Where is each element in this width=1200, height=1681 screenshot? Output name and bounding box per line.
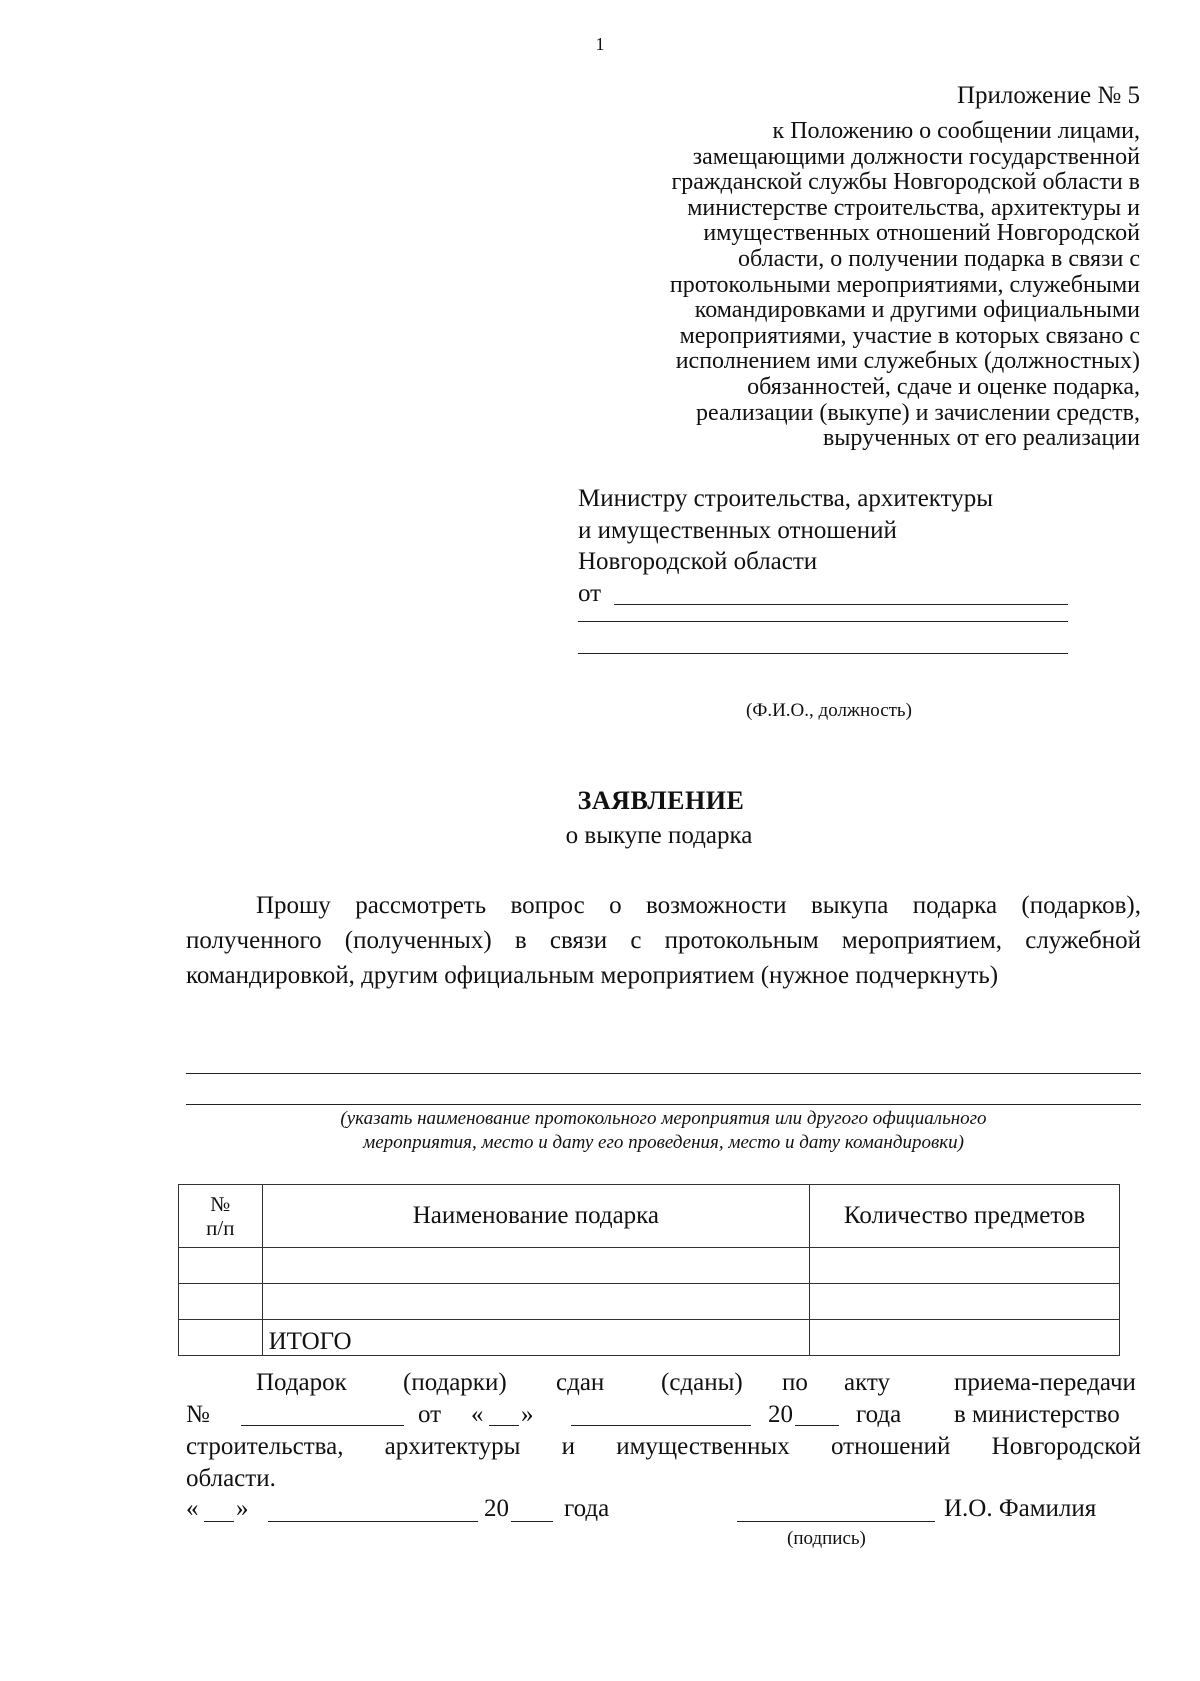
annex-line: обязанностей, сдаче и оценке подарка, [747, 373, 1140, 400]
annex-line: командировками и другими официальными [694, 297, 1140, 324]
sign-year-prefix: 20 [484, 1495, 509, 1522]
table-cell[interactable] [179, 1284, 263, 1320]
document-subtitle: о выкупе подарка [565, 822, 753, 849]
event-caption [186, 1107, 1141, 1155]
act-number-sign: № [186, 1401, 210, 1428]
handover-word: по [782, 1369, 808, 1396]
handover-word: сдан [556, 1369, 605, 1396]
table-row [179, 1248, 1120, 1284]
header-gift-name: Наименование подарка [262, 1185, 810, 1248]
handover-line-2 [186, 1399, 1141, 1431]
act-day-field[interactable] [489, 1425, 519, 1426]
annex-title: Приложение № 5 [956, 82, 1140, 109]
act-month-field[interactable] [571, 1425, 751, 1426]
table-total-row [179, 1320, 1120, 1356]
table-cell[interactable] [179, 1320, 263, 1356]
from-row [578, 578, 993, 610]
signature-field[interactable] [737, 1521, 935, 1522]
annex-line: замещающими должности государственной [692, 143, 1140, 170]
handover-line-4: области. [186, 1465, 276, 1492]
handover-line-3: строительства, архитектуры и имущественных отношений Новгородской [186, 1433, 1141, 1460]
handover-word: Подарок [256, 1369, 347, 1396]
annex-line: реализации (выкупе) и зачислении средств, [696, 399, 1140, 426]
from-row-2 [578, 609, 993, 641]
annex-line: исполнением ими служебных (должностных) [675, 348, 1140, 375]
annex-line: мероприятиями, участие в которых связано с [679, 322, 1140, 349]
event-caption-line: мероприятия, место и дату его проведения, место и дату командировки) [363, 1132, 964, 1153]
annex-line: протокольными мероприятиями, служебными [669, 271, 1140, 298]
sign-quote-close: » [236, 1495, 249, 1522]
handover-paragraph [186, 1367, 1141, 1495]
header-number-line: п/п [206, 1216, 235, 1240]
handover-word: (подарки) [403, 1369, 507, 1396]
table-header-row [179, 1185, 1120, 1248]
from-label: от [578, 579, 602, 607]
from-field-line-2[interactable] [578, 621, 1068, 622]
sign-month-field[interactable] [268, 1521, 478, 1522]
annex-description [600, 119, 1140, 452]
table-cell[interactable] [262, 1248, 810, 1284]
act-number-field[interactable] [241, 1425, 404, 1426]
request-paragraph: Прошу рассмотреть вопрос о возможности выкупа подарка (подарков), полученного (полученных) в связи с протокольным мероприятием, служебной командировкой, другим официальным мероприятием (нужное подчеркнуть) [186, 892, 1141, 989]
table-cell[interactable] [179, 1248, 263, 1284]
table-row [179, 1284, 1120, 1320]
quote-open: « [471, 1401, 484, 1428]
from-name-field[interactable] [614, 604, 1068, 605]
act-year-field[interactable] [795, 1425, 839, 1426]
addressee-line: Министру строительства, архитектуры [578, 485, 994, 512]
year-word: года [856, 1401, 902, 1428]
event-caption-line: (указать наименование протокольного мероприятия или другого официального [340, 1108, 987, 1129]
signature-row [186, 1495, 1141, 1527]
document-title: ЗАЯВЛЕНИЕ [577, 786, 745, 815]
table-cell[interactable] [262, 1284, 810, 1320]
annex-line: к Положению о сообщении лицами, [772, 118, 1140, 144]
header-number-line: № [210, 1192, 231, 1216]
signature-caption: (подпись) [787, 1528, 866, 1549]
total-label: ИТОГО [262, 1320, 810, 1356]
year-prefix: 20 [768, 1401, 793, 1428]
addressee-line: и имущественных отношений [578, 516, 897, 544]
fio-caption: (Ф.И.О., должность) [746, 700, 912, 721]
quote-close: » [521, 1401, 534, 1428]
sign-year-field[interactable] [511, 1521, 553, 1522]
header-number [179, 1185, 263, 1248]
addressee-block [578, 483, 993, 672]
annex-line: министерстве строительства, архитектуры и [687, 194, 1140, 221]
handover-word: (сданы) [661, 1369, 743, 1396]
page-number: 1 [595, 34, 605, 54]
sign-quote-open: « [186, 1495, 199, 1522]
event-field-line-1[interactable] [186, 1073, 1141, 1074]
from-row-3 [578, 641, 993, 673]
in-ministry-text: в министерство [954, 1401, 1120, 1428]
from-field-line-3[interactable] [578, 653, 1068, 654]
addressee-line: Новгородской области [578, 548, 818, 575]
annex-line: области, о получении подарка в связи с [738, 245, 1140, 272]
annex-line: гражданской службы Новгородской области в [671, 169, 1140, 196]
handover-word: приема-передачи [954, 1369, 1136, 1396]
act-from-word: от [418, 1401, 442, 1428]
sign-day-field[interactable] [204, 1521, 234, 1522]
sign-year-word: года [564, 1495, 610, 1522]
signer-name: И.О. Фамилия [944, 1495, 1097, 1522]
table-cell[interactable] [810, 1284, 1120, 1320]
handover-word: акту [844, 1369, 891, 1396]
gifts-table [178, 1184, 1120, 1356]
header-quantity: Количество предметов [810, 1185, 1120, 1248]
annex-line: вырученных от его реализации [822, 425, 1140, 452]
handover-line-1 [186, 1367, 1141, 1399]
event-field-line-2[interactable] [186, 1104, 1141, 1105]
table-cell[interactable] [810, 1248, 1120, 1284]
total-quantity-cell[interactable] [810, 1320, 1120, 1356]
annex-line: имущественных отношений Новгородской [703, 220, 1140, 247]
